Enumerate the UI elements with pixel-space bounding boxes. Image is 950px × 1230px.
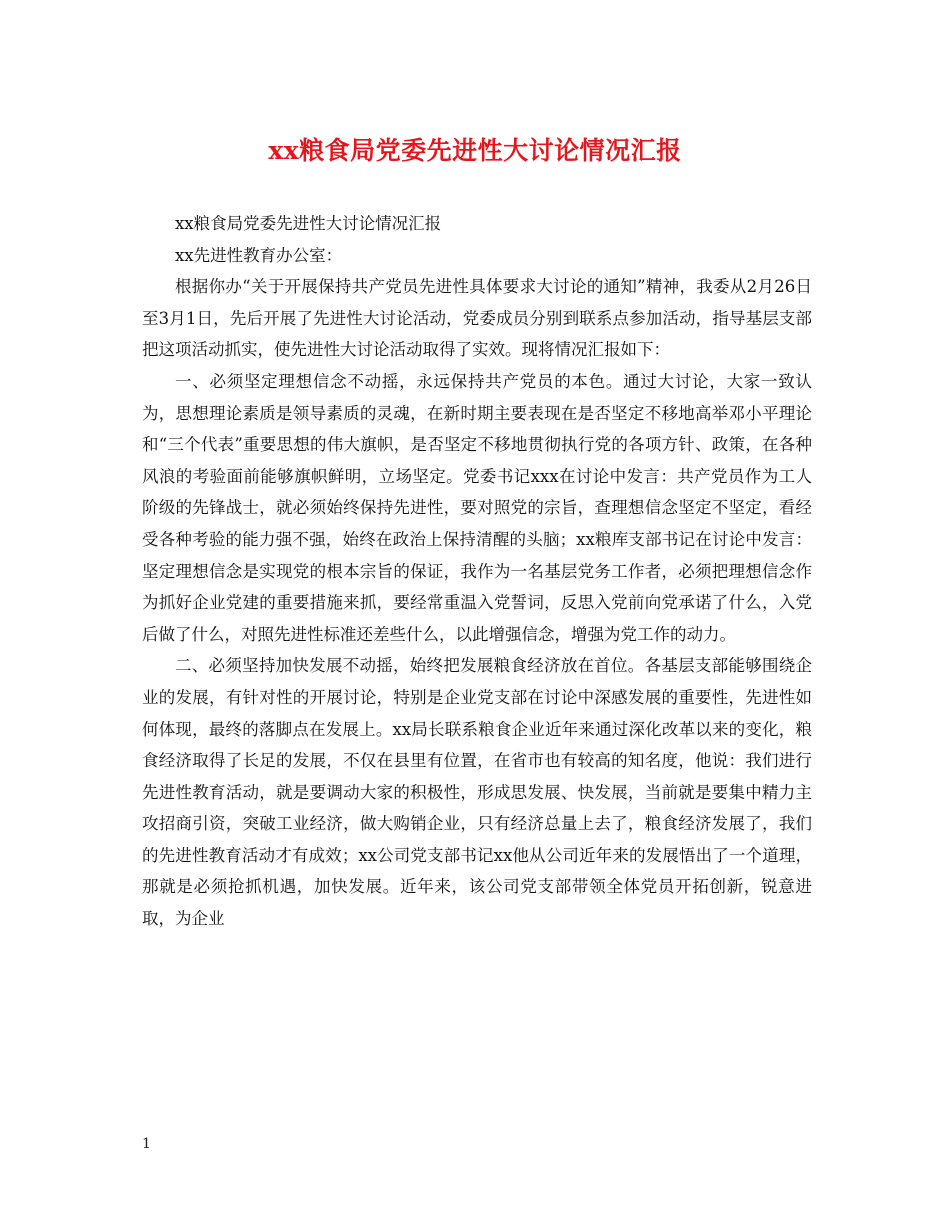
paragraph-section-one: 一、必须坚定理想信念不动摇，永远保持共产党员的本色。通过大讨论，大家一致认为，思想理论素质是领导素质的灵魂，在新时期主要表现在是否坚定不移地高举邓小平理论和“三个代表”重要思想的伟大旗帜，是否坚定不移地贯彻执行党的各项方针、政策，在各种风浪的考验面前能够旗帜鲜明，立场坚定。党委书记xxx在讨论中发言：共产党员作为工人阶级的先锋战士，就必须始终保持先进性，要对照党的宗旨，查理想信念坚定不坚定，看经受各种考验的能力强不强，始终在政治上保持清醒的头脑；xx粮库支部书记在讨论中发言：坚定理想信念是实现党的根本宗旨的保证，我作为一名基层党务工作者，必须把理想信念作为抓好企业党建的重要措施来抓，要经常重温入党誓词，反思入党前向党承诺了什么，入党后做了什么，对照先进性标准还差些什么，以此增强信念，增强为党工作的动力。 xyxy=(142,371,812,644)
paragraph-addressee: xx先进性教育办公室： xyxy=(175,245,343,265)
document-title: xx粮食局党委先进性大讨论情况汇报 xyxy=(268,136,682,165)
document-body xyxy=(142,208,812,935)
paragraph-section-two: 二、必须坚持加快发展不动摇，始终把发展粮食经济放在首位。各基层支部能够围绕企业的发展，有针对性的开展讨论，特别是企业党支部在讨论中深感发展的重要性，先进性如何体现，最终的落脚点在发展上。xx局长联系粮食企业近年来通过深化改革以来的变化，粮食经济取得了长足的发展，不仅在县里有位置，在省市也有较高的知名度，他说：我们进行先进性教育活动，就是要调动大家的积极性，形成思发展、快发展，当前就是要集中精力主攻招商引资，突破工业经济，做大购销企业，只有经济总量上去了，粮食经济发展了，我们的先进性教育活动才有成效；xx公司党支部书记xx他从公司近年来的发展悟出了一个道理，那就是必须抢抓机遇，加快发展。近年来，该公司党支部带领全体党员开拓创新，锐意进取，为企业 xyxy=(142,656,812,929)
paragraph-intro: 根据你办“关于开展保持共产党员先进性具体要求大讨论的通知”精神，我委从2月26日至3月1日，先后开展了先进性大讨论活动，党委成员分别到联系点参加活动，指导基层支部把这项活动抓实，使先进性大讨论活动取得了实效。现将情况汇报如下： xyxy=(142,277,812,360)
paragraph-heading-repeat: xx粮食局党委先进性大讨论情况汇报 xyxy=(175,214,442,233)
page-number: 1 xyxy=(142,1136,151,1152)
